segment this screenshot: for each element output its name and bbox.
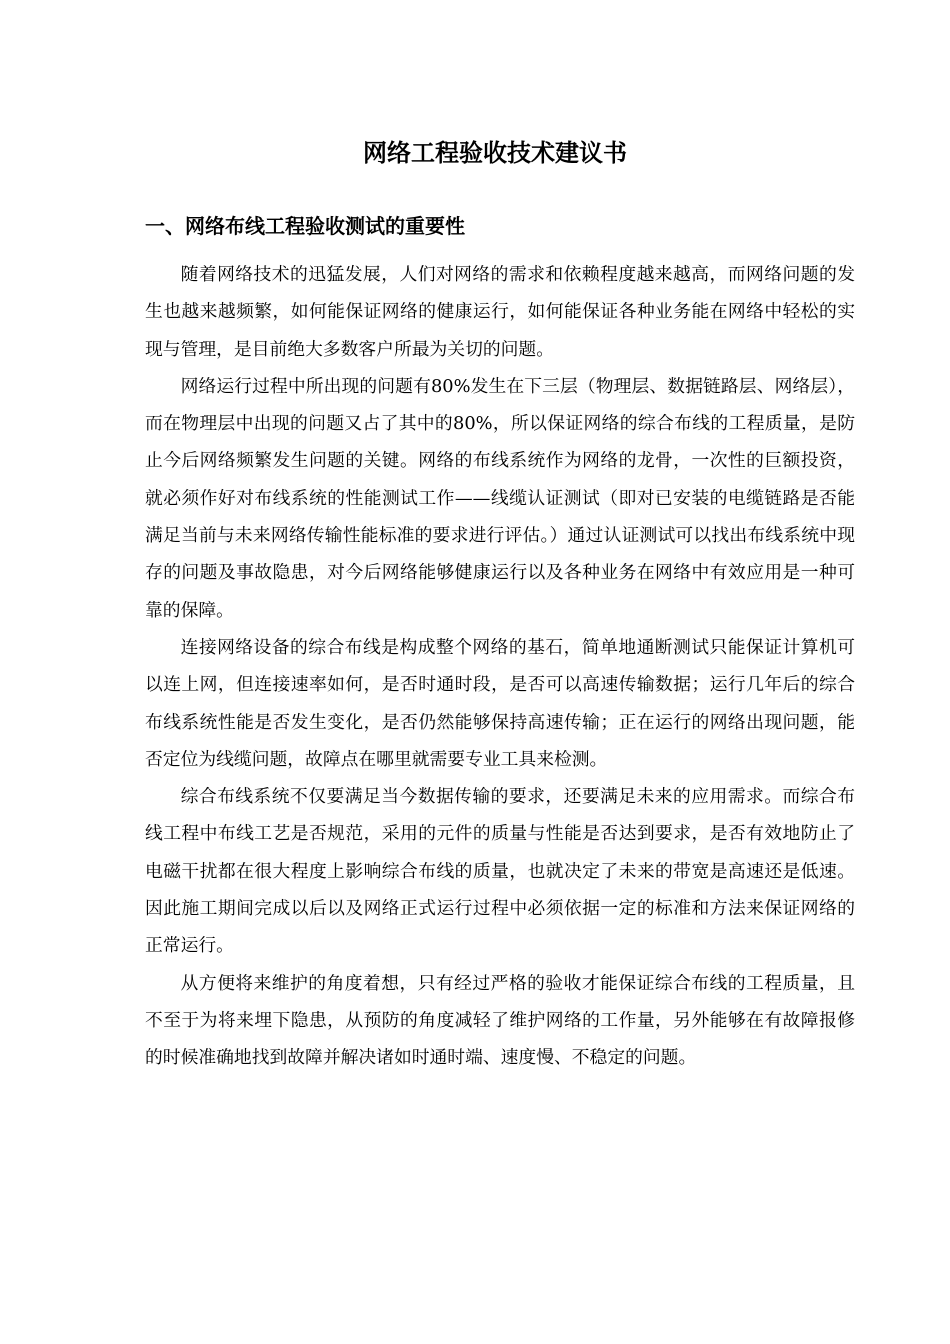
section-heading: 一、网络布线工程验收测试的重要性 (145, 214, 465, 238)
paragraph-2: 网络运行过程中所出现的问题有80%发生在下三层（物理层、数据链路层、网络层），而在物理层中出现的问题又占了其中的80%，所以保证网络的综合布线的工程质量，是防止今后网络频繁发生问题的关键。网络的布线系统作为网络的龙骨，一次性的巨额投资，就必须作好对布线系统的性能测试工作——线缆认证测试（即对已安装的电缆链路是否能满足当前与未来网络传输性能标准的要求进行评估。）通过认证测试可以找出布线系统中现存的问题及事故隐患，对今后网络能够健康运行以及各种业务在网络中有效应用是一种可靠的保障。 (145, 375, 855, 621)
paragraph-5: 从方便将来维护的角度着想，只有经过严格的验收才能保证综合布线的工程质量，且不至于为将来埋下隐患，从预防的角度减轻了维护网络的工作量，另外能够在有故障报修的时候准确地找到故障并解决诸如时通时端、速度慢、不稳定的问题。 (145, 972, 855, 1069)
body-text (145, 256, 855, 1077)
paragraph-1: 随着网络技术的迅猛发展，人们对网络的需求和依赖程度越来越高，而网络问题的发生也越来越频繁，如何能保证网络的健康运行，如何能保证各种业务能在网络中轻松的实现与管理，是目前绝大多数客户所最为关切的问题。 (145, 264, 855, 360)
paragraph-4: 综合布线系统不仅要满足当今数据传输的要求，还要满足未来的应用需求。而综合布线工程中布线工艺是否规范，采用的元件的质量与性能是否达到要求，是否有效地防止了电磁干扰都在很大程度上影响综合布线的质量，也就决定了未来的带宽是高速还是低速。因此施工期间完成以后以及网络正式运行过程中必须依据一定的标准和方法来保证网络的正常运行。 (145, 786, 855, 957)
document-title: 网络工程验收技术建议书 (363, 138, 627, 167)
paragraph-3: 连接网络设备的综合布线是构成整个网络的基石，简单地通断测试只能保证计算机可以连上网，但连接速率如何，是否时通时段，是否可以高速传输数据；运行几年后的综合布线系统性能是否发生变化，是否仍然能够保持高速传输；正在运行的网络出现问题，能否定位为线缆问题，故障点在哪里就需要专业工具来检测。 (145, 636, 855, 770)
